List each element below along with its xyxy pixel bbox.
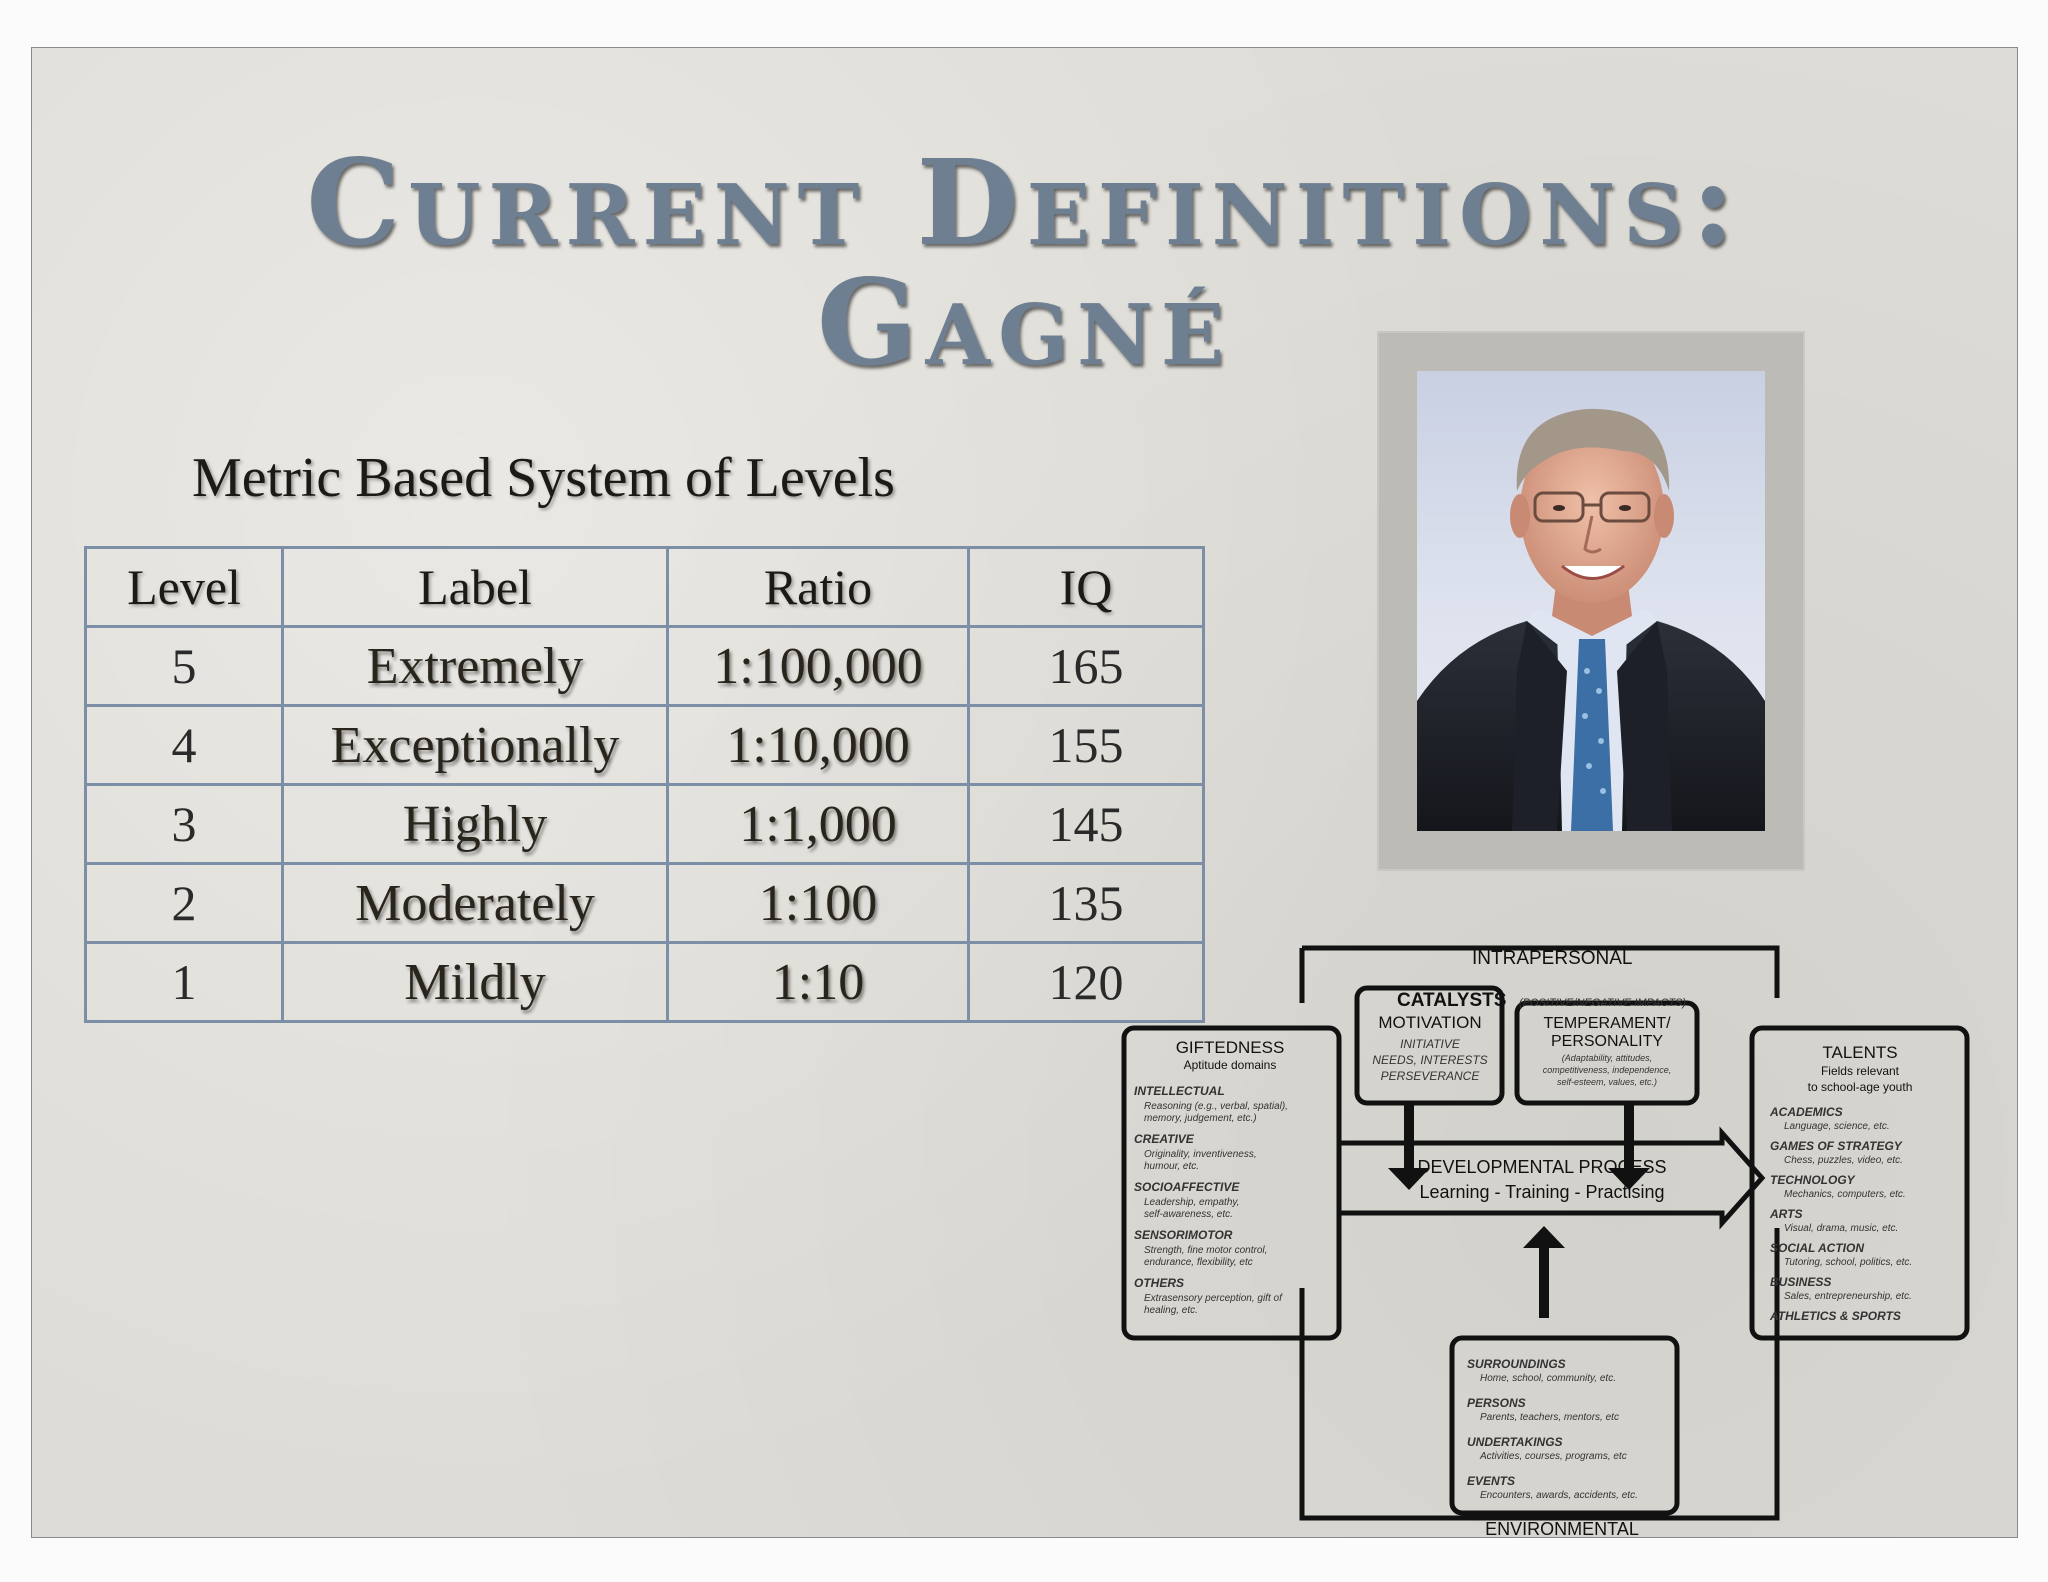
diagram-temperament-item: self-esteem, values, etc.): [1556, 1077, 1658, 1087]
table-row: [86, 785, 1204, 864]
diagram-talent-detail: Tutoring, school, politics, etc.: [1784, 1257, 1913, 1268]
diagram-gift-detail: Originality, inventiveness,: [1144, 1149, 1257, 1160]
diagram-env-detail: Encounters, awards, accidents, etc.: [1480, 1490, 1638, 1501]
cell-label: Exceptionally: [283, 706, 668, 785]
diagram-talent-head: ARTS: [1770, 1207, 1803, 1221]
portrait-frame: [1377, 331, 1805, 871]
diagram-gift-head: CREATIVE: [1134, 1132, 1194, 1146]
cell-iq: 135: [969, 864, 1204, 943]
cell-ratio: 1:10: [668, 943, 969, 1022]
cell-label: Highly: [283, 785, 668, 864]
diagram-talents-subtitle: to school-age youth: [1807, 1080, 1913, 1094]
diagram-talents-subtitle: Fields relevant: [1820, 1064, 1900, 1078]
cell-label: Moderately: [283, 864, 668, 943]
diagram-gift-head: OTHERS: [1134, 1276, 1185, 1290]
diagram-gift-detail: endurance, flexibility, etc: [1144, 1257, 1253, 1268]
title-line-2: Gagné: [816, 253, 1233, 392]
diagram-env-detail: Parents, teachers, mentors, etc: [1480, 1412, 1619, 1423]
diagram-motivation-item: PERSEVERANCE: [1380, 1069, 1480, 1083]
cell-label: Mildly: [283, 943, 668, 1022]
header-ratio: Ratio: [668, 548, 969, 627]
slide: [31, 47, 2018, 1538]
diagram-talent-head: BUSINESS: [1770, 1275, 1832, 1289]
diagram-gift-head: SOCIOAFFECTIVE: [1134, 1180, 1240, 1194]
cell-iq: 165: [969, 627, 1204, 706]
header-level: Level: [86, 548, 283, 627]
cell-ratio: 1:1,000: [668, 785, 969, 864]
diagram-gift-detail: memory, judgement, etc.): [1144, 1113, 1257, 1124]
diagram-talents-title: TALENTS: [1822, 1043, 1898, 1062]
diagram-gift-head: INTELLECTUAL: [1134, 1084, 1225, 1098]
diagram-talent-head: GAMES OF STRATEGY: [1770, 1139, 1902, 1153]
cell-ratio: 1:100: [668, 864, 969, 943]
header-iq: IQ: [969, 548, 1204, 627]
cell-ratio: 1:100,000: [668, 627, 969, 706]
cell-iq: 145: [969, 785, 1204, 864]
diagram-talent-detail: Mechanics, computers, etc.: [1784, 1189, 1906, 1200]
cell-level: 4: [86, 706, 283, 785]
cell-level: 1: [86, 943, 283, 1022]
diagram-personality-title: PERSONALITY: [1550, 1033, 1664, 1050]
levels-table: [84, 546, 1205, 1023]
cell-label: Extremely: [283, 627, 668, 706]
diagram-env-head: PERSONS: [1467, 1396, 1526, 1410]
diagram-talent-head: ACADEMICS: [1770, 1105, 1843, 1119]
diagram-talent-head: SOCIAL ACTION: [1770, 1241, 1865, 1255]
table-row: [86, 706, 1204, 785]
diagram-temperament-item: competitiveness, independence,: [1542, 1065, 1672, 1075]
diagram-talent-detail: Sales, entrepreneurship, etc.: [1784, 1291, 1912, 1302]
table-row: [86, 943, 1204, 1022]
diagram-catalysts-label: CATALYSTS: [1397, 990, 1507, 1011]
diagram-env-head: SURROUNDINGS: [1467, 1357, 1566, 1371]
diagram-catalysts-note: (POSITIVE/NEGATIVE IMPACTS): [1519, 997, 1687, 1009]
portrait-photo: [1417, 371, 1765, 831]
diagram-talent-head: ATHLETICS & SPORTS: [1770, 1309, 1901, 1323]
diagram-gift-head: SENSORIMOTOR: [1134, 1228, 1233, 1242]
dmgt-diagram-svg: [1112, 928, 1992, 1538]
diagram-process-title: DEVELOPMENTAL PROCESS: [1417, 1157, 1667, 1177]
diagram-gift-detail: healing, etc.: [1144, 1305, 1198, 1316]
diagram-talent-detail: Chess, puzzles, video, etc.: [1784, 1155, 1903, 1166]
diagram-talent-detail: Visual, drama, music, etc.: [1784, 1223, 1899, 1234]
cell-level: 2: [86, 864, 283, 943]
diagram-giftedness-subtitle: Aptitude domains: [1183, 1058, 1277, 1072]
cell-iq: 155: [969, 706, 1204, 785]
diagram-gift-detail: humour, etc.: [1144, 1161, 1200, 1172]
diagram-gift-detail: Reasoning (e.g., verbal, spatial),: [1144, 1101, 1288, 1112]
cell-iq: 120: [969, 943, 1204, 1022]
diagram-env-head: UNDERTAKINGS: [1467, 1435, 1563, 1449]
cell-ratio: 1:10,000: [668, 706, 969, 785]
diagram-temperament-item: (Adaptability, attitudes,: [1561, 1053, 1653, 1063]
table-row: [86, 627, 1204, 706]
table-header-row: [86, 548, 1204, 627]
table-caption: Metric Based System of Levels: [192, 447, 895, 509]
diagram-motivation-item: INITIATIVE: [1400, 1037, 1460, 1051]
diagram-env-detail: Activities, courses, programs, etc: [1480, 1451, 1627, 1462]
diagram-motivation-item: NEEDS, INTERESTS: [1372, 1053, 1488, 1067]
table-row: [86, 864, 1204, 943]
diagram-env-detail: Home, school, community, etc.: [1480, 1373, 1616, 1384]
diagram-gift-detail: Extrasensory perception, gift of: [1144, 1293, 1282, 1304]
diagram-giftedness-title: GIFTEDNESS: [1175, 1038, 1285, 1057]
diagram-intrapersonal-label: INTRAPERSONAL: [1472, 948, 1633, 969]
diagram-environmental-label: ENVIRONMENTAL: [1485, 1519, 1639, 1538]
diagram-motivation-title: MOTIVATION: [1378, 1013, 1482, 1032]
portrait-illustration: [1417, 371, 1765, 831]
diagram-gift-detail: Leadership, empathy,: [1144, 1197, 1240, 1208]
diagram-env-head: EVENTS: [1467, 1474, 1516, 1488]
diagram-talent-detail: Language, science, etc.: [1784, 1121, 1890, 1132]
cell-level: 5: [86, 627, 283, 706]
diagram-temperament-title: TEMPERAMENT/: [1543, 1015, 1671, 1032]
dmgt-diagram: [1112, 928, 1992, 1538]
title-line-1: Current Definitions:: [306, 133, 1743, 272]
cell-level: 3: [86, 785, 283, 864]
diagram-gift-detail: self-awareness, etc.: [1144, 1209, 1233, 1220]
diagram-gift-detail: Strength, fine motor control,: [1144, 1245, 1268, 1256]
diagram-process-subtitle: Learning - Training - Practising: [1419, 1182, 1665, 1202]
diagram-talent-head: TECHNOLOGY: [1770, 1173, 1855, 1187]
header-label: Label: [283, 548, 668, 627]
